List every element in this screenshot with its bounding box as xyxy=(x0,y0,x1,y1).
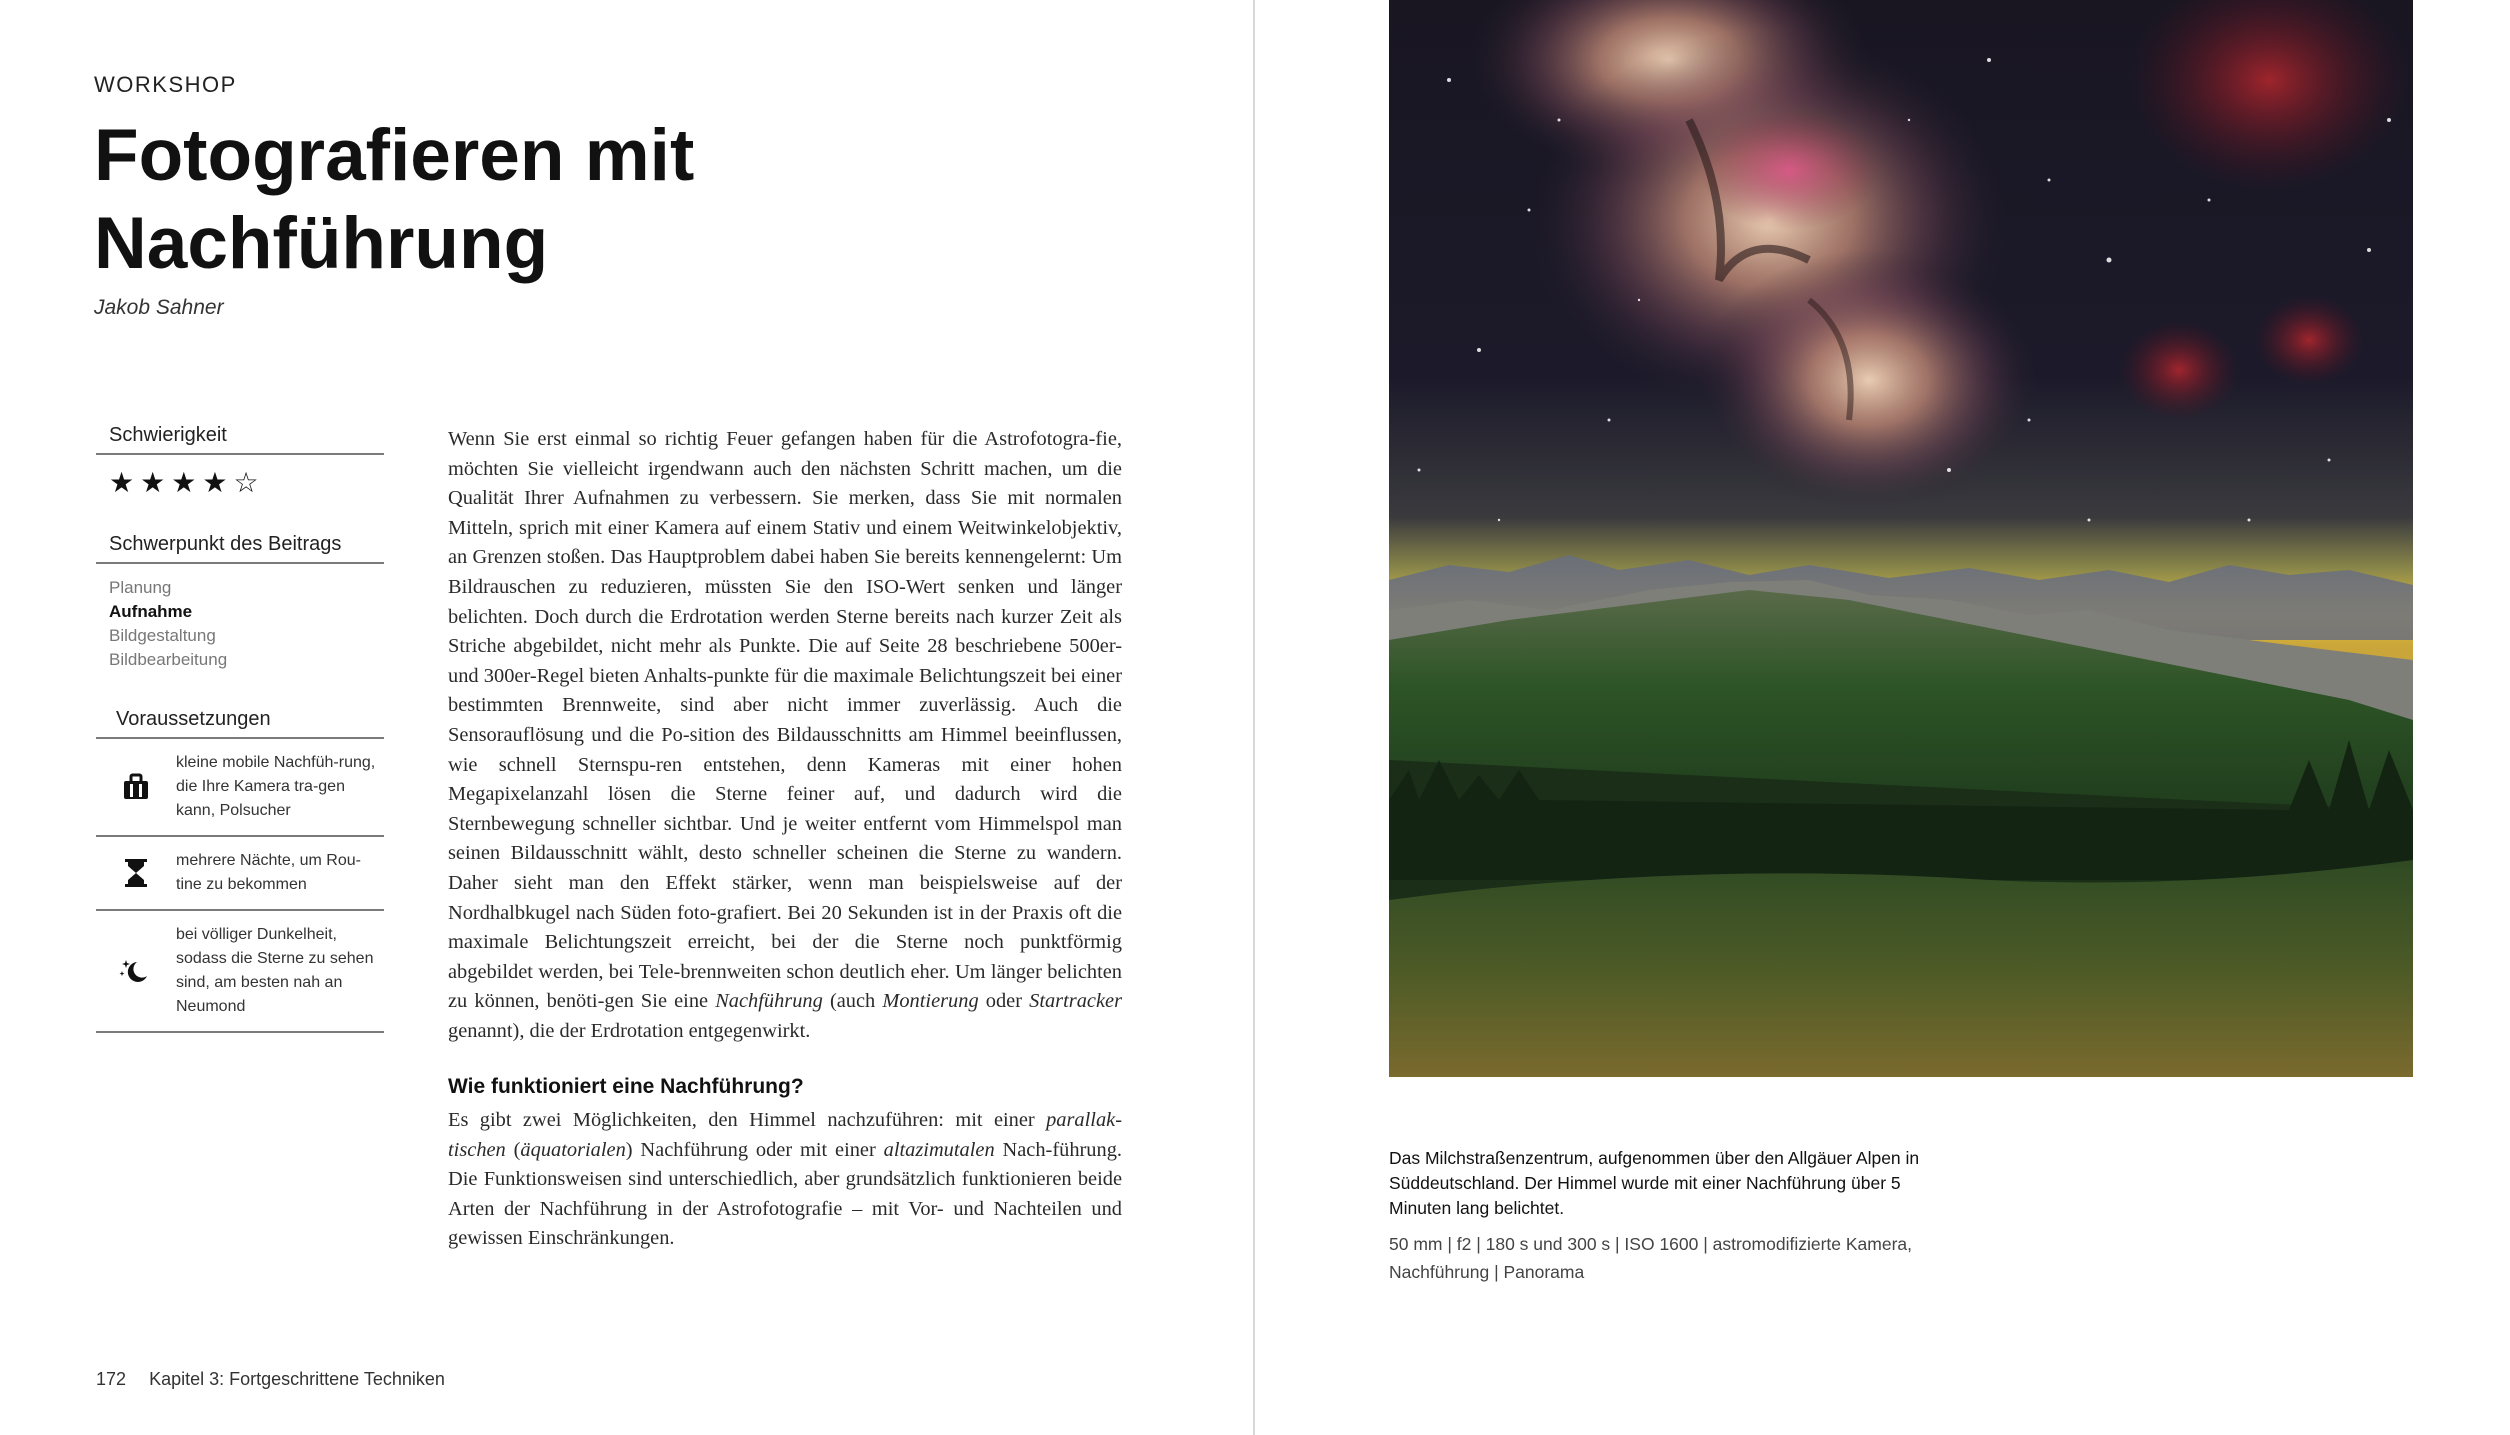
requirement-text: bei völliger Dunkelheit, sodass die Sterne zu sehen sind, am besten nah an Neumond xyxy=(176,926,374,1015)
focus-item: Bildgestaltung xyxy=(109,626,216,645)
author: Jakob Sahner xyxy=(94,296,224,319)
star-filled-icon: ★ xyxy=(202,467,228,498)
requirement-item xyxy=(96,837,384,911)
star-filled-icon: ★ xyxy=(140,467,166,498)
star-filled-icon: ★ xyxy=(171,467,197,498)
info-sidebar xyxy=(96,424,384,1033)
moon-stars-icon xyxy=(96,956,176,986)
star-filled-icon: ★ xyxy=(109,467,135,498)
difficulty-rating xyxy=(96,455,384,499)
focus-item: Bildbearbeitung xyxy=(109,650,228,669)
focus-list xyxy=(96,564,384,672)
paragraph: Es gibt zwei Möglichkeiten, den Himmel nachzuführen: mit einer parallak-tischen (äquatorialen) Nachführung oder mit einer altazimutalen Nach-führung. Die Funktionsweisen sind unterschiedlich, aber grundsätzlich funktionieren beide Arten der Nachführung in der Astrofotografie – mit Vor- und Nachteilen und gewissen Einschränkungen. xyxy=(448,1109,1122,1250)
section-kicker: WORKSHOP xyxy=(94,72,237,97)
requirement-text: mehrere Nächte, um Rou-tine zu bekommen xyxy=(176,852,361,893)
page-title xyxy=(94,112,994,288)
focus-item-active: Aufnahme xyxy=(109,602,193,621)
chapter-title: Kapitel 3: Fortgeschrittene Techniken xyxy=(149,1369,445,1389)
page-number: 172 xyxy=(96,1369,127,1389)
title-line-1: Fotografieren mit xyxy=(94,115,695,196)
requirements-heading: Voraussetzungen xyxy=(96,708,384,739)
focus-item: Planung xyxy=(109,578,172,597)
milky-way-photo xyxy=(1389,0,2413,1077)
page-footer xyxy=(96,1369,445,1390)
landscape-illustration xyxy=(1389,0,2413,1077)
photo-exif: 50 mm | f2 | 180 s und 300 s | ISO 1600 | astromodifizierte Kamera, Nachführung | Panorama xyxy=(1389,1234,1913,1282)
paragraph: Wenn Sie erst einmal so richtig Feuer gefangen haben für die Astrofotogra-fie, möchten Sie vielleicht irgendwann auch den nächsten Schritt machen, um die Qualität Ihrer Aufnahmen zu verbessern. Sie merken, dass Sie mit normalen Mitteln, sprich mit einer Kamera auf einem Stativ und einem Weitwinkelobjektiv, an Grenzen stoßen. Das Hauptproblem dabei haben Sie bereits kennengelernt: Um Bildrauschen zu reduzieren, müssten Sie den ISO-Wert senken und länger belichten. Doch durch die Erdrotation werden Sterne bereits nach kurzer Zeit als Striche abgebildet, nicht mehr als Punkte. Die auf Seite 28 beschriebene 500er- und 300er-Regel bieten Anhalts-punkte für die maximale Belichtungszeit bei einer bestimmten Brennweite, sind aber nicht immer zuverlässig. Auch die Sensorauflösung und die Po-sition des Bildausschnitts am Himmel beeinflussen, wie schnell Sternspu-ren entstehen, denn Kameras mit einer hohen Megapixelanzahl lösen die Sterne feiner auf, und dadurch wird die Sternbewegung schneller sichtbar. Und je weiter entfernt vom Himmelspol man seinen Bildausschnitt wählt, desto schneller scheinen die Sterne zu wandern. Daher sieht man den Effekt stärker, wenn man beispielsweise auf der Nordhalbkugel nach Süden foto-grafiert. Bei 20 Sekunden ist in der Praxis oft die maximale Belichtungszeit erreicht, bei der die Sterne noch punktförmig abgebildet werden, bei Tele-brennweiten schon deutlich eher. Um länger belichten zu können, benöti-gen Sie eine Nachführung (auch Montierung oder Startracker genannt), die der Erdrotation entgegenwirkt. xyxy=(448,428,1122,1042)
photo-caption: Das Milchstraßenzentrum, aufgenommen über den Allgäuer Alpen in Süddeutschland. Der Himmel wurde mit einer Nachführung über 5 Minuten lang belichtet. xyxy=(1389,1148,1920,1218)
focus-heading: Schwerpunkt des Beitrags xyxy=(96,533,384,564)
requirement-item xyxy=(96,911,384,1033)
bag-icon xyxy=(96,772,176,802)
subheading: Wie funktioniert eine Nachführung? xyxy=(448,1075,804,1099)
title-line-2: Nachführung xyxy=(94,203,549,284)
requirement-text: kleine mobile Nachfüh-rung, die Ihre Kamera tra-gen kann, Polsucher xyxy=(176,754,376,819)
difficulty-heading: Schwierigkeit xyxy=(96,424,384,455)
star-empty-icon: ☆ xyxy=(233,467,259,498)
requirement-item xyxy=(96,739,384,837)
left-page xyxy=(0,0,1253,1435)
article-body xyxy=(448,425,1122,1254)
hourglass-icon xyxy=(96,858,176,888)
